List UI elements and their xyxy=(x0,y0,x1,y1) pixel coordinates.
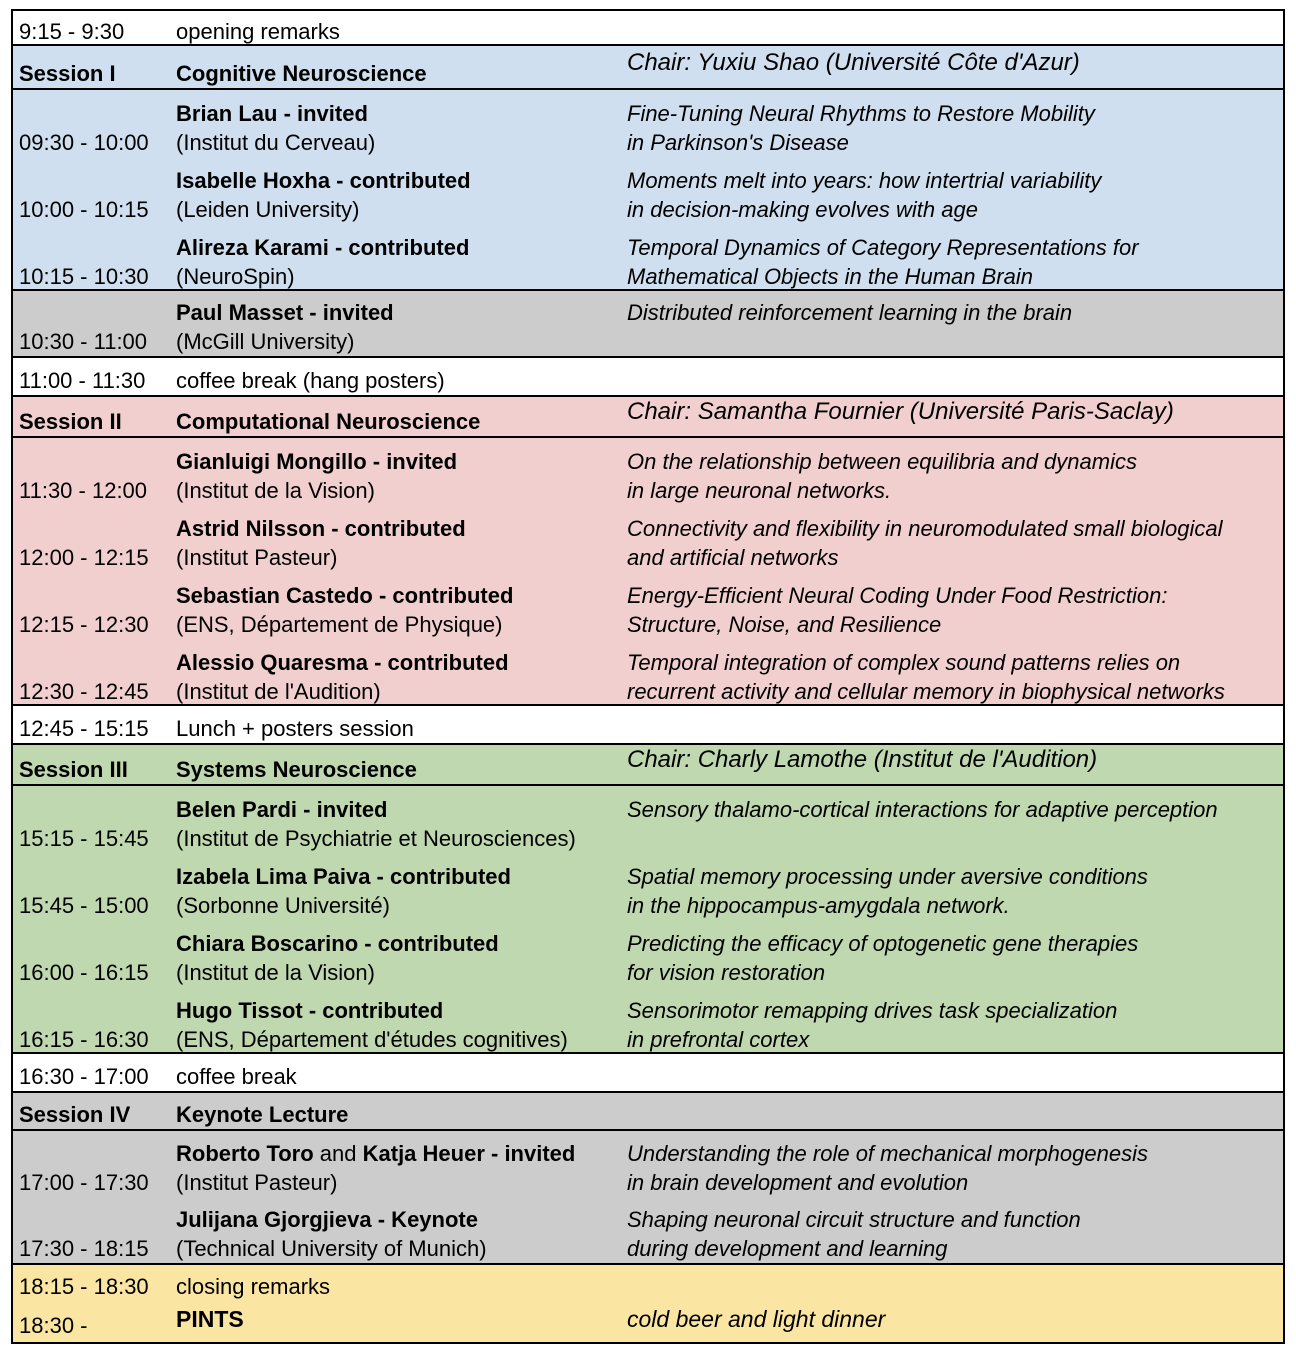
speaker-affiliation: (ENS, Département d'études cognitives) xyxy=(176,1027,568,1052)
speaker-affiliation: (Institut Pasteur) xyxy=(176,1170,338,1195)
time-cell: 16:30 - 17:00 xyxy=(19,1064,149,1089)
event-label: PINTS xyxy=(176,1306,244,1332)
speaker-affiliation: (Institut du Cerveau) xyxy=(176,130,376,155)
talk-title: Sensory thalamo-cortical interactions for adaptive perception xyxy=(627,797,1218,822)
speaker-affiliation: (Institut de la Vision) xyxy=(176,478,375,503)
talk-title: during development and learning xyxy=(627,1236,948,1261)
speaker-name: Belen Pardi - invited xyxy=(176,797,388,822)
speaker-name: Roberto Toro xyxy=(176,1141,314,1166)
talk-title: Moments melt into years: how intertrial variability xyxy=(627,168,1102,193)
schedule-table xyxy=(11,9,1285,1344)
speaker-affiliation: (Leiden University) xyxy=(176,197,360,222)
session-4-header xyxy=(11,1093,1285,1131)
time-cell: 12:45 - 15:15 xyxy=(19,716,149,741)
speaker-name: Chiara Boscarino - contributed xyxy=(176,931,499,956)
talk-title: Structure, Noise, and Resilience xyxy=(627,612,942,637)
talk-row xyxy=(13,987,1283,1054)
time-cell: 10:15 - 10:30 xyxy=(19,264,149,289)
session-title: Keynote Lecture xyxy=(176,1102,349,1127)
speaker-affiliation: (Technical University of Munich) xyxy=(176,1236,487,1261)
speaker-name: Alireza Karami - contributed xyxy=(176,235,470,260)
talk-title: On the relationship between equilibria and dynamics xyxy=(627,449,1137,474)
session-title: Cognitive Neuroscience xyxy=(176,61,427,86)
speaker-affiliation: (Institut de Psychiatrie et Neurosciences) xyxy=(176,826,576,851)
talk-title: Predicting the efficacy of optogenetic gene therapies xyxy=(627,931,1139,956)
session-3-header xyxy=(11,745,1285,786)
session-chair: Chair: Yuxiu Shao (Université Côte d'Azur) xyxy=(627,49,1080,76)
talk-row xyxy=(13,1131,1283,1197)
time-cell: 12:15 - 12:30 xyxy=(19,612,149,637)
closing-block xyxy=(11,1265,1285,1344)
speaker-name: Paul Masset - invited xyxy=(176,300,394,325)
time-cell: 10:30 - 11:00 xyxy=(19,329,148,354)
closing-row xyxy=(13,1265,1283,1301)
talk-row xyxy=(13,90,1283,157)
talk-title: Understanding the role of mechanical morphogenesis xyxy=(627,1141,1148,1166)
session-3-talks xyxy=(11,786,1285,1054)
session-4-talks xyxy=(11,1131,1285,1265)
time-cell: 12:30 - 12:45 xyxy=(19,679,149,704)
time-cell: 15:45 - 15:00 xyxy=(19,893,149,918)
talk-title: recurrent activity and cellular memory in biophysical networks xyxy=(627,679,1225,704)
session-label: Session IV xyxy=(19,1102,131,1127)
opening-row xyxy=(11,9,1285,46)
talk-title: Temporal integration of complex sound patterns relies on xyxy=(627,650,1181,675)
talk-title: Distributed reinforcement learning in the brain xyxy=(627,300,1073,325)
speaker-name: Isabelle Hoxha - contributed xyxy=(176,168,471,193)
speaker-name: Astrid Nilsson - contributed xyxy=(176,516,466,541)
talk-title: for vision restoration xyxy=(627,960,826,985)
time-cell: 09:30 - 10:00 xyxy=(19,130,149,155)
talk-title: Connectivity and flexibility in neuromodulated small biological xyxy=(627,516,1223,541)
talk-title: Fine-Tuning Neural Rhythms to Restore Mobility xyxy=(627,101,1095,126)
speaker-name: Katja Heuer - invited xyxy=(362,1141,576,1166)
coffee-break-row xyxy=(11,358,1285,397)
talk-title: in decision-making evolves with age xyxy=(627,197,978,222)
speaker-name: Julijana Gjorgjieva - Keynote xyxy=(176,1207,478,1232)
time-cell: 11:30 - 12:00 xyxy=(19,478,148,503)
time-cell: 15:15 - 15:45 xyxy=(19,826,149,851)
talk-row xyxy=(13,639,1283,706)
talk-title: and artificial networks xyxy=(627,545,839,570)
speaker-name: Gianluigi Mongillo - invited xyxy=(176,449,458,474)
time-cell: 16:15 - 16:30 xyxy=(19,1027,149,1052)
speaker-conjunction: and xyxy=(313,1141,363,1166)
talk-row xyxy=(13,157,1283,224)
speaker-affiliation: (ENS, Département de Physique) xyxy=(176,612,503,637)
invited-talk-block xyxy=(11,291,1285,358)
talk-row xyxy=(13,291,1283,356)
session-1-talks xyxy=(11,90,1285,291)
talk-row xyxy=(13,572,1283,639)
speaker-affiliation: (Institut de la Vision) xyxy=(176,960,375,985)
event-label: coffee break xyxy=(176,1064,297,1089)
talk-title: Temporal Dynamics of Category Representations for xyxy=(627,235,1139,260)
time-cell: 12:00 - 12:15 xyxy=(19,545,149,570)
time-cell: 18:30 - xyxy=(19,1313,88,1338)
talk-title: in large neuronal networks. xyxy=(627,478,892,503)
time-cell: 17:00 - 17:30 xyxy=(19,1170,149,1195)
talk-row xyxy=(13,505,1283,572)
pints-row xyxy=(13,1301,1283,1340)
lunch-row xyxy=(11,706,1285,745)
session-title: Systems Neuroscience xyxy=(176,757,417,782)
talk-title: in brain development and evolution xyxy=(627,1170,969,1195)
time-cell: 17:30 - 18:15 xyxy=(19,1236,149,1261)
time-cell: 9:15 - 9:30 xyxy=(19,19,125,44)
event-label: closing remarks xyxy=(176,1274,331,1299)
session-label: Session I xyxy=(19,61,116,86)
session-chair: Chair: Samantha Fournier (Université Paris-Saclay) xyxy=(627,398,1174,425)
time-cell: 18:15 - 18:30 xyxy=(19,1274,149,1299)
speaker-affiliation: (Sorbonne Université) xyxy=(176,893,390,918)
session-2-talks xyxy=(11,438,1285,706)
talk-row xyxy=(13,786,1283,853)
session-label: Session II xyxy=(19,409,122,434)
talk-title: Energy-Efficient Neural Coding Under Food Restriction: xyxy=(627,583,1168,608)
time-cell: 11:00 - 11:30 xyxy=(19,368,146,393)
session-title: Computational Neuroscience xyxy=(176,409,481,434)
talk-row xyxy=(13,853,1283,920)
coffee-break-row xyxy=(11,1054,1285,1093)
speaker-affiliation: (McGill University) xyxy=(176,329,355,354)
event-label: opening remarks xyxy=(176,19,340,44)
talk-title: in prefrontal cortex xyxy=(627,1027,810,1052)
speaker-name: Hugo Tissot - contributed xyxy=(176,998,444,1023)
time-cell: 10:00 - 10:15 xyxy=(19,197,149,222)
speaker-affiliation: (Institut Pasteur) xyxy=(176,545,338,570)
talk-title: Spatial memory processing under aversive conditions xyxy=(627,864,1148,889)
speaker-name: Izabela Lima Paiva - contributed xyxy=(176,864,511,889)
talk-row xyxy=(13,1197,1283,1263)
speaker-affiliation: (Institut de l'Audition) xyxy=(176,679,381,704)
speaker-affiliation: (NeuroSpin) xyxy=(176,264,295,289)
talk-title: in Parkinson's Disease xyxy=(627,130,849,155)
talk-row xyxy=(13,438,1283,505)
speaker-name: Sebastian Castedo - contributed xyxy=(176,583,514,608)
session-chair: Chair: Charly Lamothe (Institut de l'Audition) xyxy=(627,746,1098,773)
talk-title: in the hippocampus-amygdala network. xyxy=(627,893,1010,918)
talk-row xyxy=(13,224,1283,291)
session-1-header xyxy=(11,46,1285,90)
talk-title: Sensorimotor remapping drives task specialization xyxy=(627,998,1118,1023)
event-label: coffee break (hang posters) xyxy=(176,368,445,393)
speaker-name: Alessio Quaresma - contributed xyxy=(176,650,509,675)
session-2-header xyxy=(11,397,1285,438)
talk-title: Mathematical Objects in the Human Brain xyxy=(627,264,1033,289)
talk-title: Shaping neuronal circuit structure and function xyxy=(627,1207,1081,1232)
event-label: Lunch + posters session xyxy=(176,716,414,741)
event-description: cold beer and light dinner xyxy=(627,1306,886,1332)
session-label: Session III xyxy=(19,757,128,782)
talk-row xyxy=(13,920,1283,987)
speaker-name: Brian Lau - invited xyxy=(176,101,368,126)
time-cell: 16:00 - 16:15 xyxy=(19,960,149,985)
